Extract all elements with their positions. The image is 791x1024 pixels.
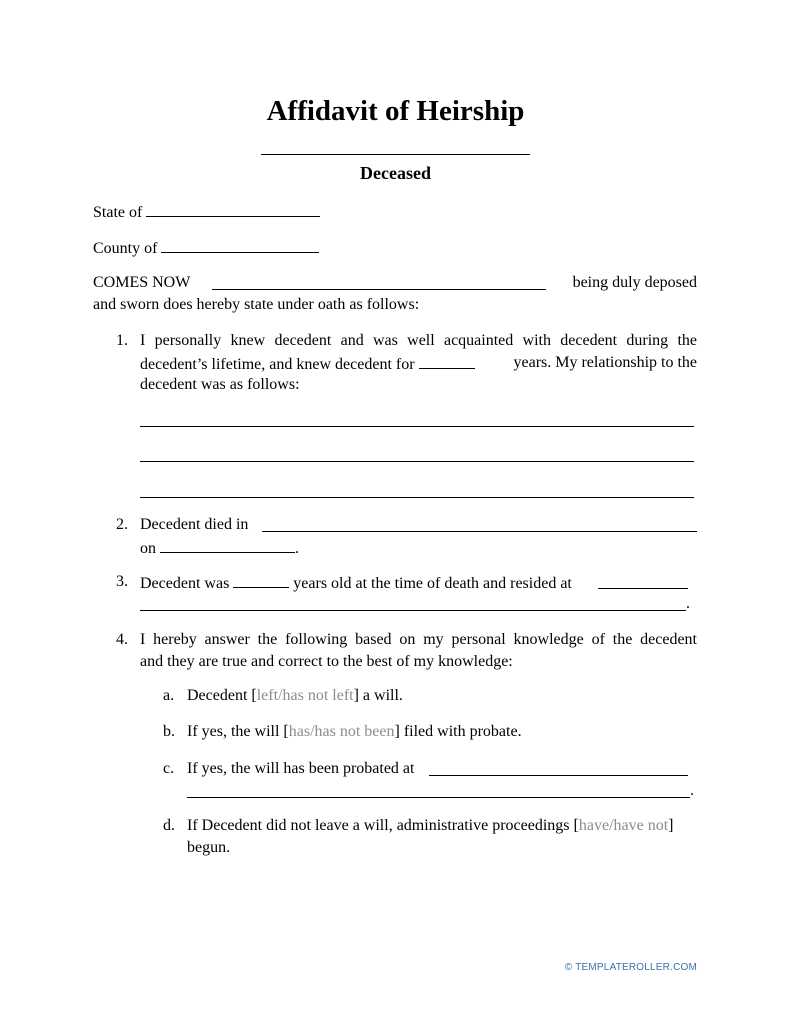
item-2-line1-text: Decedent died in bbox=[140, 516, 249, 533]
subitem-b-text-a: If yes, the will [ bbox=[187, 723, 289, 740]
item-2-line2 bbox=[140, 537, 299, 559]
item-1-number: 1. bbox=[116, 332, 128, 349]
residence-blank-2[interactable] bbox=[140, 610, 686, 611]
relationship-blank-2[interactable] bbox=[140, 461, 694, 462]
comes-now-line2: and sworn does hereby state under oath as follows: bbox=[93, 296, 420, 313]
subitem-b-option[interactable]: has/has not been bbox=[288, 723, 395, 740]
subitem-b-text-b: ] filed with probate. bbox=[394, 723, 522, 740]
item-2-on-label: on bbox=[140, 540, 156, 557]
item-2-line1 bbox=[140, 515, 248, 535]
subitem-a-text bbox=[187, 686, 403, 706]
subitem-a-letter: a. bbox=[163, 687, 175, 704]
subitem-b-letter: b. bbox=[163, 723, 175, 740]
item-3-line1-b: years old at the time of death and resided at bbox=[293, 575, 572, 592]
item-3-number: 3. bbox=[116, 573, 128, 590]
death-date-blank[interactable] bbox=[160, 537, 295, 553]
item-2-period: . bbox=[295, 540, 299, 557]
title-blank-line[interactable] bbox=[261, 154, 530, 155]
item-3-line1-a: Decedent was bbox=[140, 575, 230, 592]
item-4-line2: and they are true and correct to the best of my knowledge: bbox=[140, 653, 513, 670]
affiant-name-blank[interactable] bbox=[212, 289, 546, 290]
subitem-a-text-a: Decedent [ bbox=[187, 687, 257, 704]
subitem-c-letter: c. bbox=[163, 760, 175, 777]
subitem-d-text-a: If Decedent did not leave a will, administrative proceedings [ bbox=[187, 817, 579, 834]
subitem-c-period: . bbox=[690, 782, 694, 799]
relationship-blank-1[interactable] bbox=[140, 426, 694, 427]
item-1-line3: decedent was as follows: bbox=[140, 376, 300, 393]
probate-place-blank-1[interactable] bbox=[429, 775, 688, 776]
county-blank[interactable] bbox=[161, 237, 319, 253]
subitem-d-option[interactable]: have/have not bbox=[578, 817, 669, 834]
years-known-blank[interactable] bbox=[419, 353, 475, 369]
subitem-d-line2: begun. bbox=[187, 839, 231, 856]
residence-blank-1[interactable] bbox=[598, 588, 688, 589]
item-3-line1 bbox=[140, 572, 572, 594]
subitem-a-option[interactable]: left/has not left bbox=[256, 687, 354, 704]
age-blank[interactable] bbox=[233, 572, 289, 588]
subitem-a-text-b: ] a will. bbox=[353, 687, 403, 704]
document-subtitle: Deceased bbox=[360, 163, 431, 183]
probate-place-blank-2[interactable] bbox=[187, 797, 690, 798]
death-place-blank[interactable] bbox=[262, 531, 697, 532]
subitem-c-text: If yes, the will has been probated at bbox=[187, 760, 415, 777]
item-3-period: . bbox=[686, 595, 690, 612]
document-title: Affidavit of Heirship bbox=[266, 95, 525, 127]
item-1-line1: I personally knew decedent and was well acquainted with decedent during the bbox=[140, 332, 697, 349]
item-1-line2-b: years. My relationship to the bbox=[513, 354, 697, 371]
item-1-line2 bbox=[140, 353, 475, 375]
county-label: County of bbox=[93, 240, 158, 257]
templateroller-footer-link[interactable]: © TEMPLATEROLLER.COM bbox=[564, 962, 697, 973]
subitem-d-letter: d. bbox=[163, 817, 175, 834]
item-1-line2-a: decedent’s lifetime, and knew decedent for bbox=[140, 356, 415, 373]
county-field bbox=[93, 237, 319, 259]
comes-now-label: COMES NOW bbox=[93, 274, 191, 291]
subitem-d-text bbox=[187, 816, 673, 836]
state-field bbox=[93, 201, 320, 223]
comes-now-tail: being duly deposed bbox=[572, 274, 697, 291]
item-2-number: 2. bbox=[116, 516, 128, 533]
subitem-d-text-b: ] bbox=[668, 817, 674, 834]
item-4-line1: I hereby answer the following based on my personal knowledge of the decedent bbox=[140, 631, 697, 648]
item-4-number: 4. bbox=[116, 631, 128, 648]
subitem-b-text bbox=[187, 722, 522, 742]
state-blank[interactable] bbox=[146, 201, 320, 217]
relationship-blank-3[interactable] bbox=[140, 497, 694, 498]
state-label: State of bbox=[93, 204, 143, 221]
